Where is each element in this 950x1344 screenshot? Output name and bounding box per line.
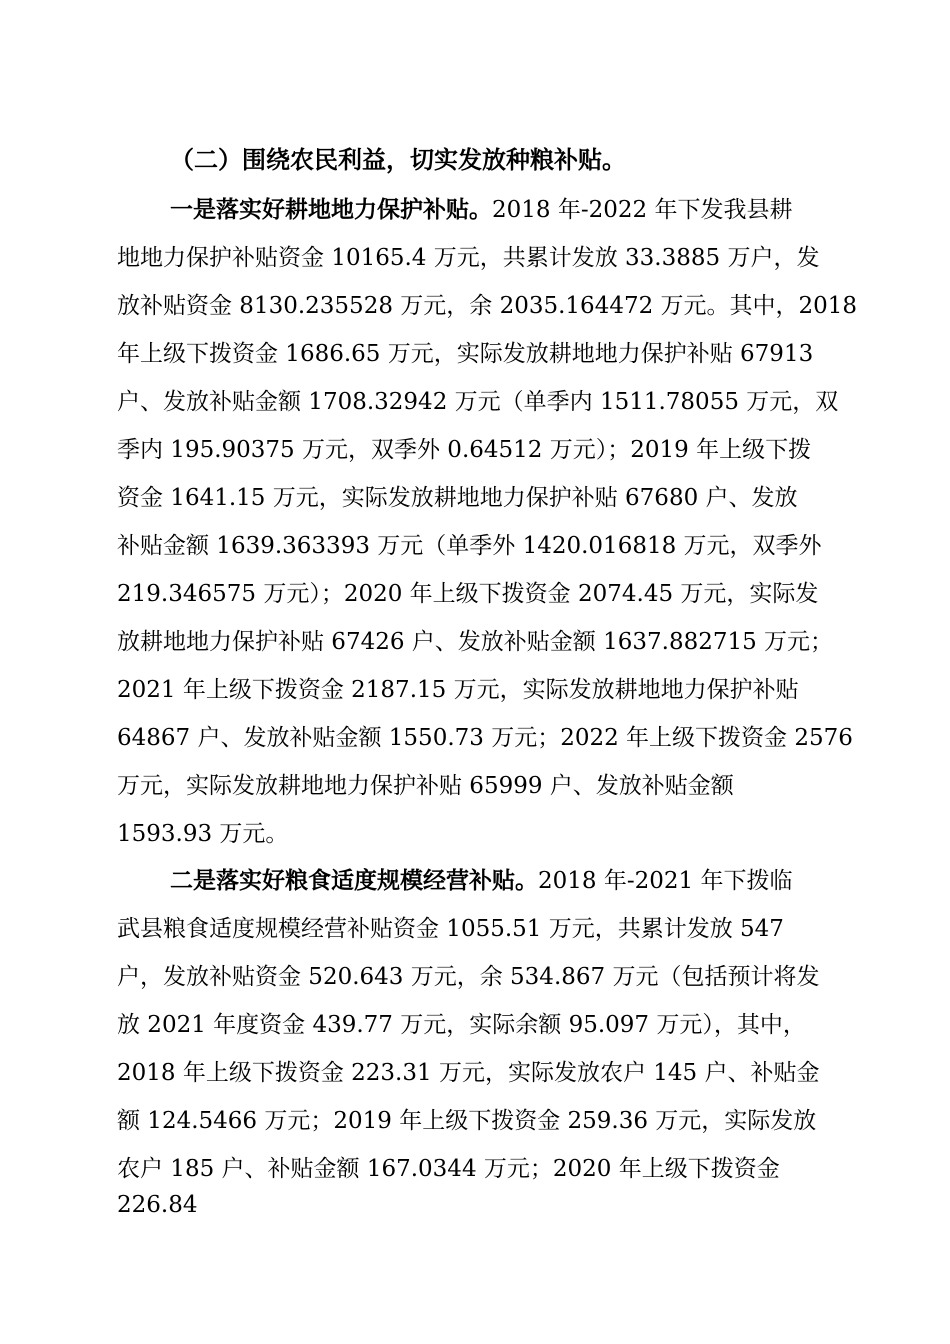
paragraph-farmland-protection-subsidy — [117, 186, 857, 858]
paragraph-line: 226.84 — [117, 1192, 198, 1218]
paragraph-line: 地地力保护补贴资金 10165.4 万元，共累计发放 33.3885 万户，发 — [117, 245, 820, 271]
paragraph-line: 2018 年上级下拨资金 223.31 万元，实际发放农户 145 户、补贴金 — [117, 1060, 820, 1086]
paragraph-line: 64867 户、发放补贴金额 1550.73 万元；2022 年上级下拨资金 2576 — [117, 725, 853, 751]
paragraph-line: 放耕地地力保护补贴 67426 户、发放补贴金额 1637.882715 万元； — [117, 629, 834, 655]
paragraph-line: 万元，实际发放耕地地力保护补贴 65999 户、发放补贴金额 — [117, 773, 734, 799]
paragraph-line: 农户 185 户、补贴金额 167.0344 万元；2020 年上级下拨资金 — [117, 1156, 780, 1182]
paragraph-line: 2021 年上级下拨资金 2187.15 万元，实际发放耕地地力保护补贴 — [117, 677, 799, 703]
section-heading: （二）围绕农民利益，切实发放种粮补贴。 — [170, 146, 626, 174]
paragraph-line: 219.346575 万元）；2020 年上级下拨资金 2074.45 万元，实际发 — [117, 581, 819, 607]
paragraph-line: 年上级下拨资金 1686.65 万元，实际发放耕地地力保护补贴 67913 — [117, 341, 814, 367]
paragraph-line: 季内 195.90375 万元，双季外 0.64512 万元）；2019 年上级下拨 — [117, 437, 812, 463]
paragraph-line: 额 124.5466 万元；2019 年上级下拨资金 259.36 万元，实际发放 — [117, 1108, 817, 1134]
paragraph-grain-scale-subsidy — [117, 857, 857, 1217]
paragraph-line: 户，发放补贴资金 520.643 万元，余 534.867 万元（包括预计将发 — [117, 964, 820, 990]
paragraph-line: 资金 1641.15 万元，实际发放耕地地力保护补贴 67680 户、发放 — [117, 485, 798, 511]
paragraph-line: 武县粮食适度规模经营补贴资金 1055.51 万元，共累计发放 547 — [117, 916, 784, 942]
paragraph-line: 放补贴资金 8130.235528 万元，余 2035.164472 万元。其中，2018 — [117, 293, 858, 319]
paragraph-text: 2018 年-2022 年下发我县耕 — [492, 197, 793, 223]
paragraph-lead: 一是落实好耕地地力保护补贴。 — [170, 197, 492, 223]
paragraph-line: 户、发放补贴金额 1708.32942 万元（单季内 1511.78055 万元，双 — [117, 389, 839, 415]
paragraph-text: 2018 年-2021 年下拨临 — [538, 868, 793, 894]
paragraph-line: 补贴金额 1639.363393 万元（单季外 1420.016818 万元，双季外 — [117, 533, 822, 559]
paragraph-line: 1593.93 万元。 — [117, 821, 289, 847]
paragraph-lead: 二是落实好粮食适度规模经营补贴。 — [170, 868, 538, 894]
paragraph-line — [117, 186, 857, 234]
paragraph-line — [117, 857, 857, 905]
paragraph-line: 放 2021 年度资金 439.77 万元，实际余额 95.097 万元），其中， — [117, 1012, 806, 1038]
